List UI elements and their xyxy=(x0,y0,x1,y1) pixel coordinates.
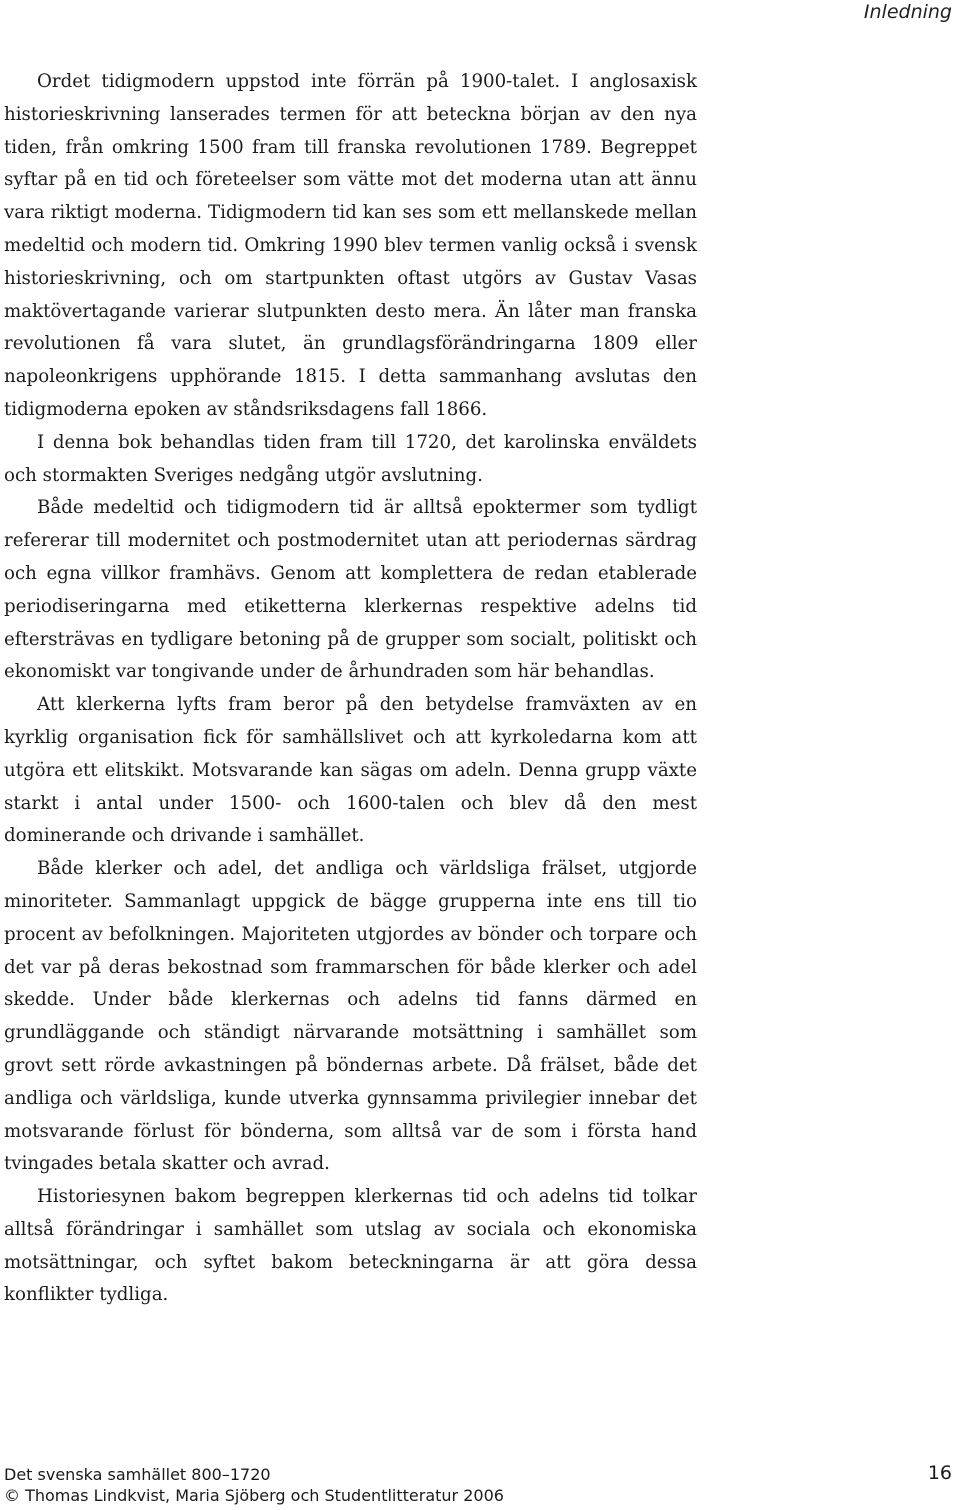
page-footer xyxy=(4,1464,952,1507)
footer-copyright: © Thomas Lindkvist, Maria Sjöberg och Studentlitteratur 2006 xyxy=(4,1486,504,1505)
footer-book-title: Det svenska samhället 800–1720 xyxy=(4,1465,271,1484)
page-number: 16 xyxy=(927,1462,952,1484)
paragraph-historiography: Historiesynen bakom begreppen klerkernas tid och adelns tid tolkar alltså förändringar i samhället som utslag av sociala och ekonomiska motsättningar, och syftet bakom beteckningarna är att göra dessa konflikter tydliga. xyxy=(4,1186,697,1306)
running-head: Inledning xyxy=(863,1,952,23)
body-text xyxy=(4,66,697,1312)
paragraph-minorities: Både klerker och adel, det andliga och världsliga frälset, utgjorde minoriteter. Sammanlagt uppgick de bägge grupperna inte ens till tio procent av befolkningen. Majoriteten utgjordes av bönder och torpare och det var på deras bekostnad som frammarschen för både klerker och adel skedde. Under både klerkernas och adelns tid fanns därmed en grundläggande och ständigt närvarande motsättning i samhället som grovt sett rörde avkastningen på böndernas arbete. Då frälset, både det andliga och världsliga, kunde utverka gynnsamma privilegier innebar det motsvarande förlust för bönderna, som alltså var de som i första hand tvingades betala skatter och avrad. xyxy=(4,858,697,1175)
paragraph-clergy-nobility: Att klerkerna lyfts fram beror på den betydelse framväxten av en kyrklig organisation fick för samhällslivet och att kyrkoledarna kom att utgöra ett elitskikt. Motsvarande kan sägas om adeln. Denna grupp växte starkt i antal under 1500- och 1600-talen och blev då den mest dominerande och drivande i samhället. xyxy=(4,694,697,847)
paragraph-scope: I denna bok behandlas tiden fram till 1720, det karolinska enväldets och stormakten Sveriges nedgång utgör avslutning. xyxy=(4,431,697,486)
paragraph-intro: Ordet tidigmodern uppstod inte förrän på 1900-talet. I anglosaxisk historieskrivning lanserades termen för att beteckna början av den nya tiden, från omkring 1500 fram till franska revolutionen 1789. Begreppet syftar på en tid och företeelser som vätte mot det moderna utan att ännu vara riktigt moderna. Tidigmodern tid kan ses som ett mellanskede mellan medeltid och modern tid. Omkring 1990 blev termen vanlig också i svensk historieskrivning, och om startpunkten oftast utgörs av Gustav Vasas maktövertagande varierar slutpunkten desto mera. Än låter man franska revolutionen få vara slutet, än grundlagsförändringarna 1809 eller napoleonkrigens upphörande 1815. I detta sammanhang avslutas den tidigmoderna epoken av ståndsriksdagens fall 1866. xyxy=(4,71,697,420)
paragraph-epoch-terms: Både medeltid och tidigmodern tid är alltså epoktermer som tydligt refererar till modernitet och postmodernitet utan att periodernas särdrag och egna villkor framhävs. Genom att komplettera de redan etablerade periodiseringarna med etiketterna klerkernas respektive adelns tid eftersträvas en tydligare betoning på de grupper som socialt, politiskt och ekonomiskt var tongivande under de århundraden som här behandlas. xyxy=(4,497,697,683)
